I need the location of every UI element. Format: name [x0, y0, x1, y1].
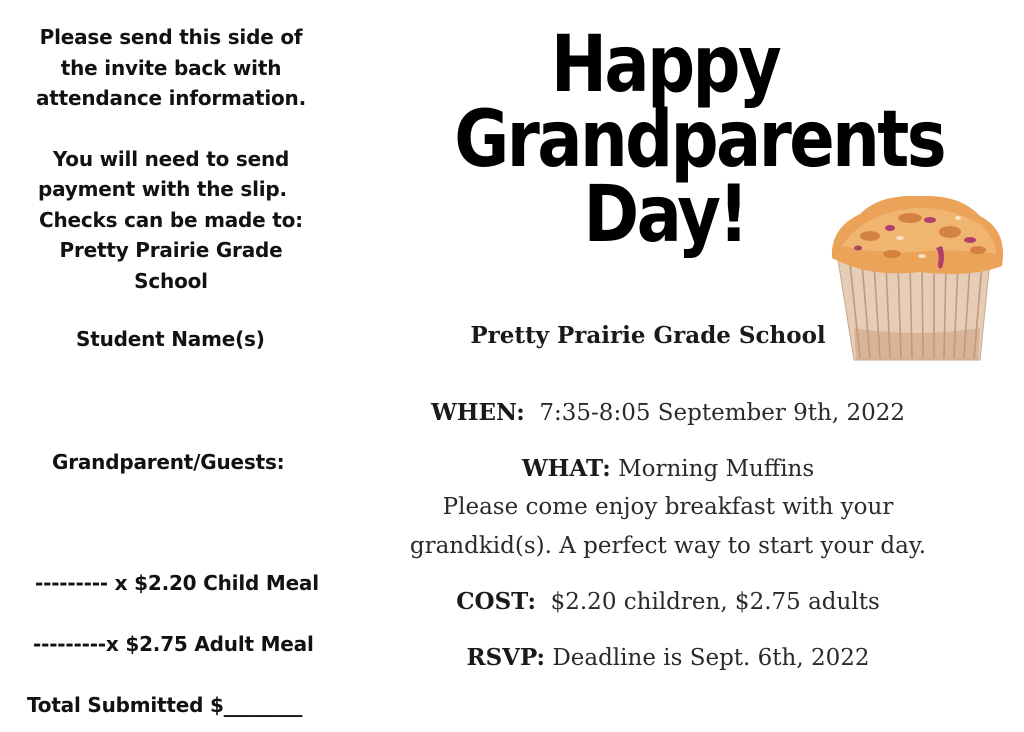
- payment-line: Pretty Prairie Grade: [59, 238, 283, 262]
- what-description-line: Please come enjoy breakfast with your: [442, 494, 894, 520]
- title-line: Grandparents: [454, 95, 945, 185]
- cost-label: COST:: [456, 588, 536, 615]
- rsvp-value: Deadline is Sept. 6th, 2022: [552, 645, 870, 671]
- payment-line: You will need to send: [52, 146, 290, 171]
- cost-line: [383, 588, 953, 615]
- instruction-line: attendance information.: [36, 86, 306, 110]
- payment-line: payment with the slip.: [38, 177, 287, 201]
- payment-line: Checks can be made to:: [39, 207, 303, 232]
- what-description-line: grandkid(s). A perfect way to start your day.: [409, 533, 927, 559]
- when-value: 7:35-8:05 September 9th, 2022: [539, 400, 906, 426]
- guests-label: Grandparent/Guests:: [52, 450, 285, 474]
- when-label: WHEN:: [430, 399, 525, 426]
- instruction-line: Please send this side of: [39, 25, 303, 49]
- total-submitted-line: Total Submitted $________: [27, 693, 303, 717]
- payment-line: School: [134, 268, 208, 293]
- what-value: Morning Muffins: [618, 456, 815, 482]
- title-line: Day!: [583, 170, 747, 260]
- what-label: WHAT:: [521, 455, 611, 482]
- adult-meal-line: ---------x $2.75 Adult Meal: [33, 632, 314, 656]
- title-line: Happy: [550, 20, 780, 110]
- cost-value: $2.20 children, $2.75 adults: [550, 589, 880, 615]
- child-meal-line: --------- x $2.20 Child Meal: [35, 571, 319, 595]
- rsvp-label: RSVP:: [466, 644, 545, 671]
- instruction-line: the invite back with: [60, 55, 282, 80]
- school-name: Pretty Prairie Grade School: [470, 322, 826, 349]
- page-title: [454, 20, 945, 260]
- rsvp-line: [383, 644, 953, 671]
- when-line: [383, 399, 953, 426]
- return-slip-instructions: [18, 22, 324, 296]
- student-name-label: Student Name(s): [76, 327, 265, 351]
- what-line: [383, 455, 953, 482]
